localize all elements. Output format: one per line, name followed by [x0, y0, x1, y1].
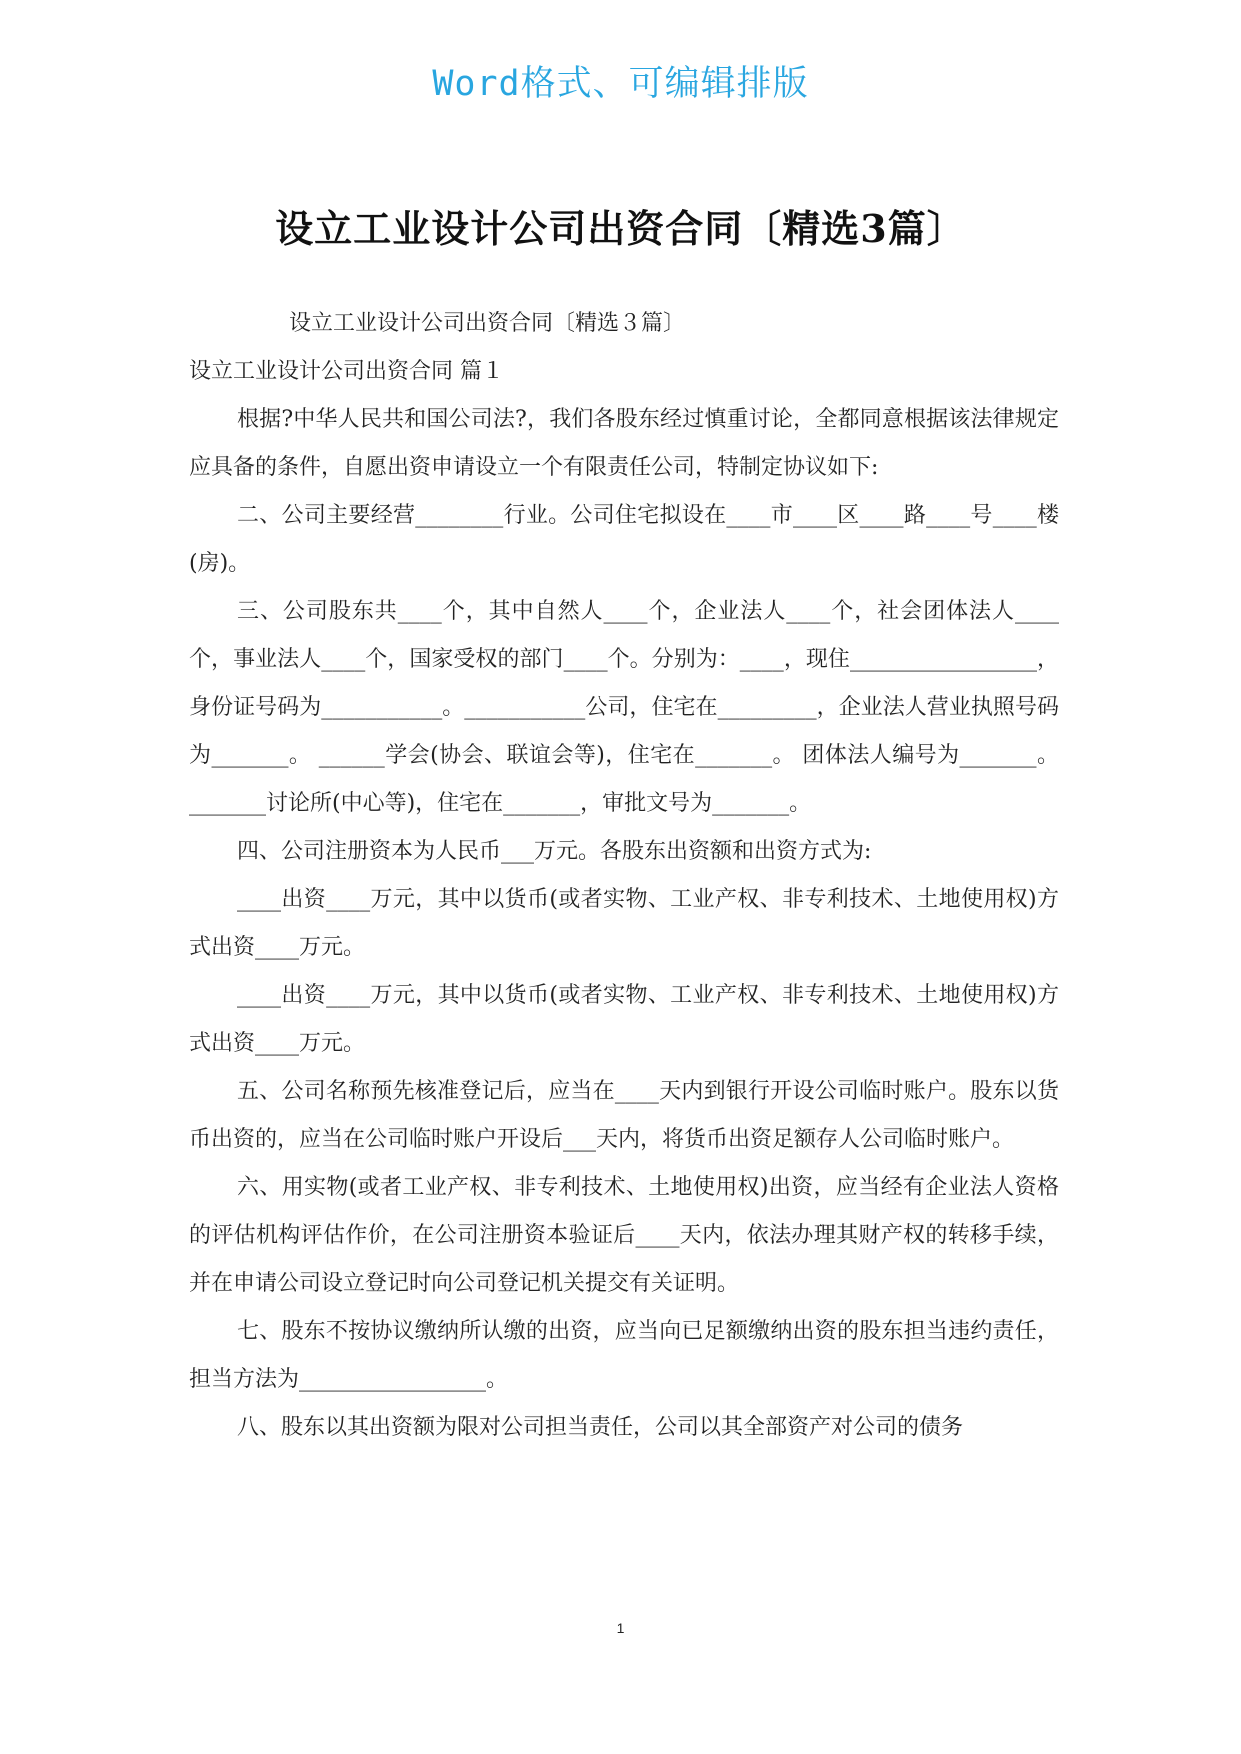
document-subtitle: 设立工业设计公司出资合同〔精选３篇〕	[289, 311, 686, 336]
document-title: 设立工业设计公司出资合同〔精选3篇〕	[275, 206, 966, 251]
paragraph: 三、公司股东共____个，其中自然人____个，企业法人____个，社会团体法人____个，事业法人____个，国家受权的部门____个。分别为：____，现住_________________，身份证号码为___________。___________公司，住宅在_________，企业法人营业执照号码为_______。 ______学会(协会、联谊会等)，住宅在_______。 团体法人编号为_______。_______讨论所(中心等)，住宅在_______，审批文号为_______。	[189, 599, 1059, 816]
format-banner: Word格式、可编辑排版	[432, 64, 809, 104]
document-body	[189, 300, 1059, 1452]
paragraph: 七、股东不按协议缴纳所认缴的出资，应当向已足额缴纳出资的股东担当违约责任，担当方法为_________________。	[189, 1319, 1059, 1392]
page-number: 1	[616, 1620, 625, 1636]
paragraph: 八、股东以其出资额为限对公司担当责任，公司以其全部资产对公司的债务	[237, 1415, 964, 1440]
paragraph: ____出资____万元，其中以货币(或者实物、工业产权、非专利技术、土地使用权)方式出资____万元。	[189, 887, 1059, 960]
paragraph: 二、公司主要经营________行业。公司住宅拟设在____市____区____路____号____楼(房)。	[189, 503, 1059, 576]
paragraph: 五、公司名称预先核准登记后，应当在____天内到银行开设公司临时账户。股东以货币出资的，应当在公司临时账户开设后___天内，将货币出资足额存人公司临时账户。	[189, 1079, 1059, 1152]
paragraph: ____出资____万元，其中以货币(或者实物、工业产权、非专利技术、土地使用权)方式出资____万元。	[189, 983, 1059, 1056]
section-heading: 设立工业设计公司出资合同 篇１	[189, 359, 504, 384]
paragraph: 根据?中华人民共和国公司法?，我们各股东经过慎重讨论，全都同意根据该法律规定应具备的条件，自愿出资申请设立一个有限责任公司，特制定协议如下:	[189, 407, 1059, 480]
paragraph: 六、用实物(或者工业产权、非专利技术、土地使用权)出资，应当经有企业法人资格的评估机构评估作价，在公司注册资本验证后____天内，依法办理其财产权的转移手续，并在申请公司设立登记时向公司登记机关提交有关证明。	[189, 1175, 1059, 1296]
paragraph: 四、公司注册资本为人民币___万元。各股东出资额和出资方式为:	[237, 839, 872, 864]
